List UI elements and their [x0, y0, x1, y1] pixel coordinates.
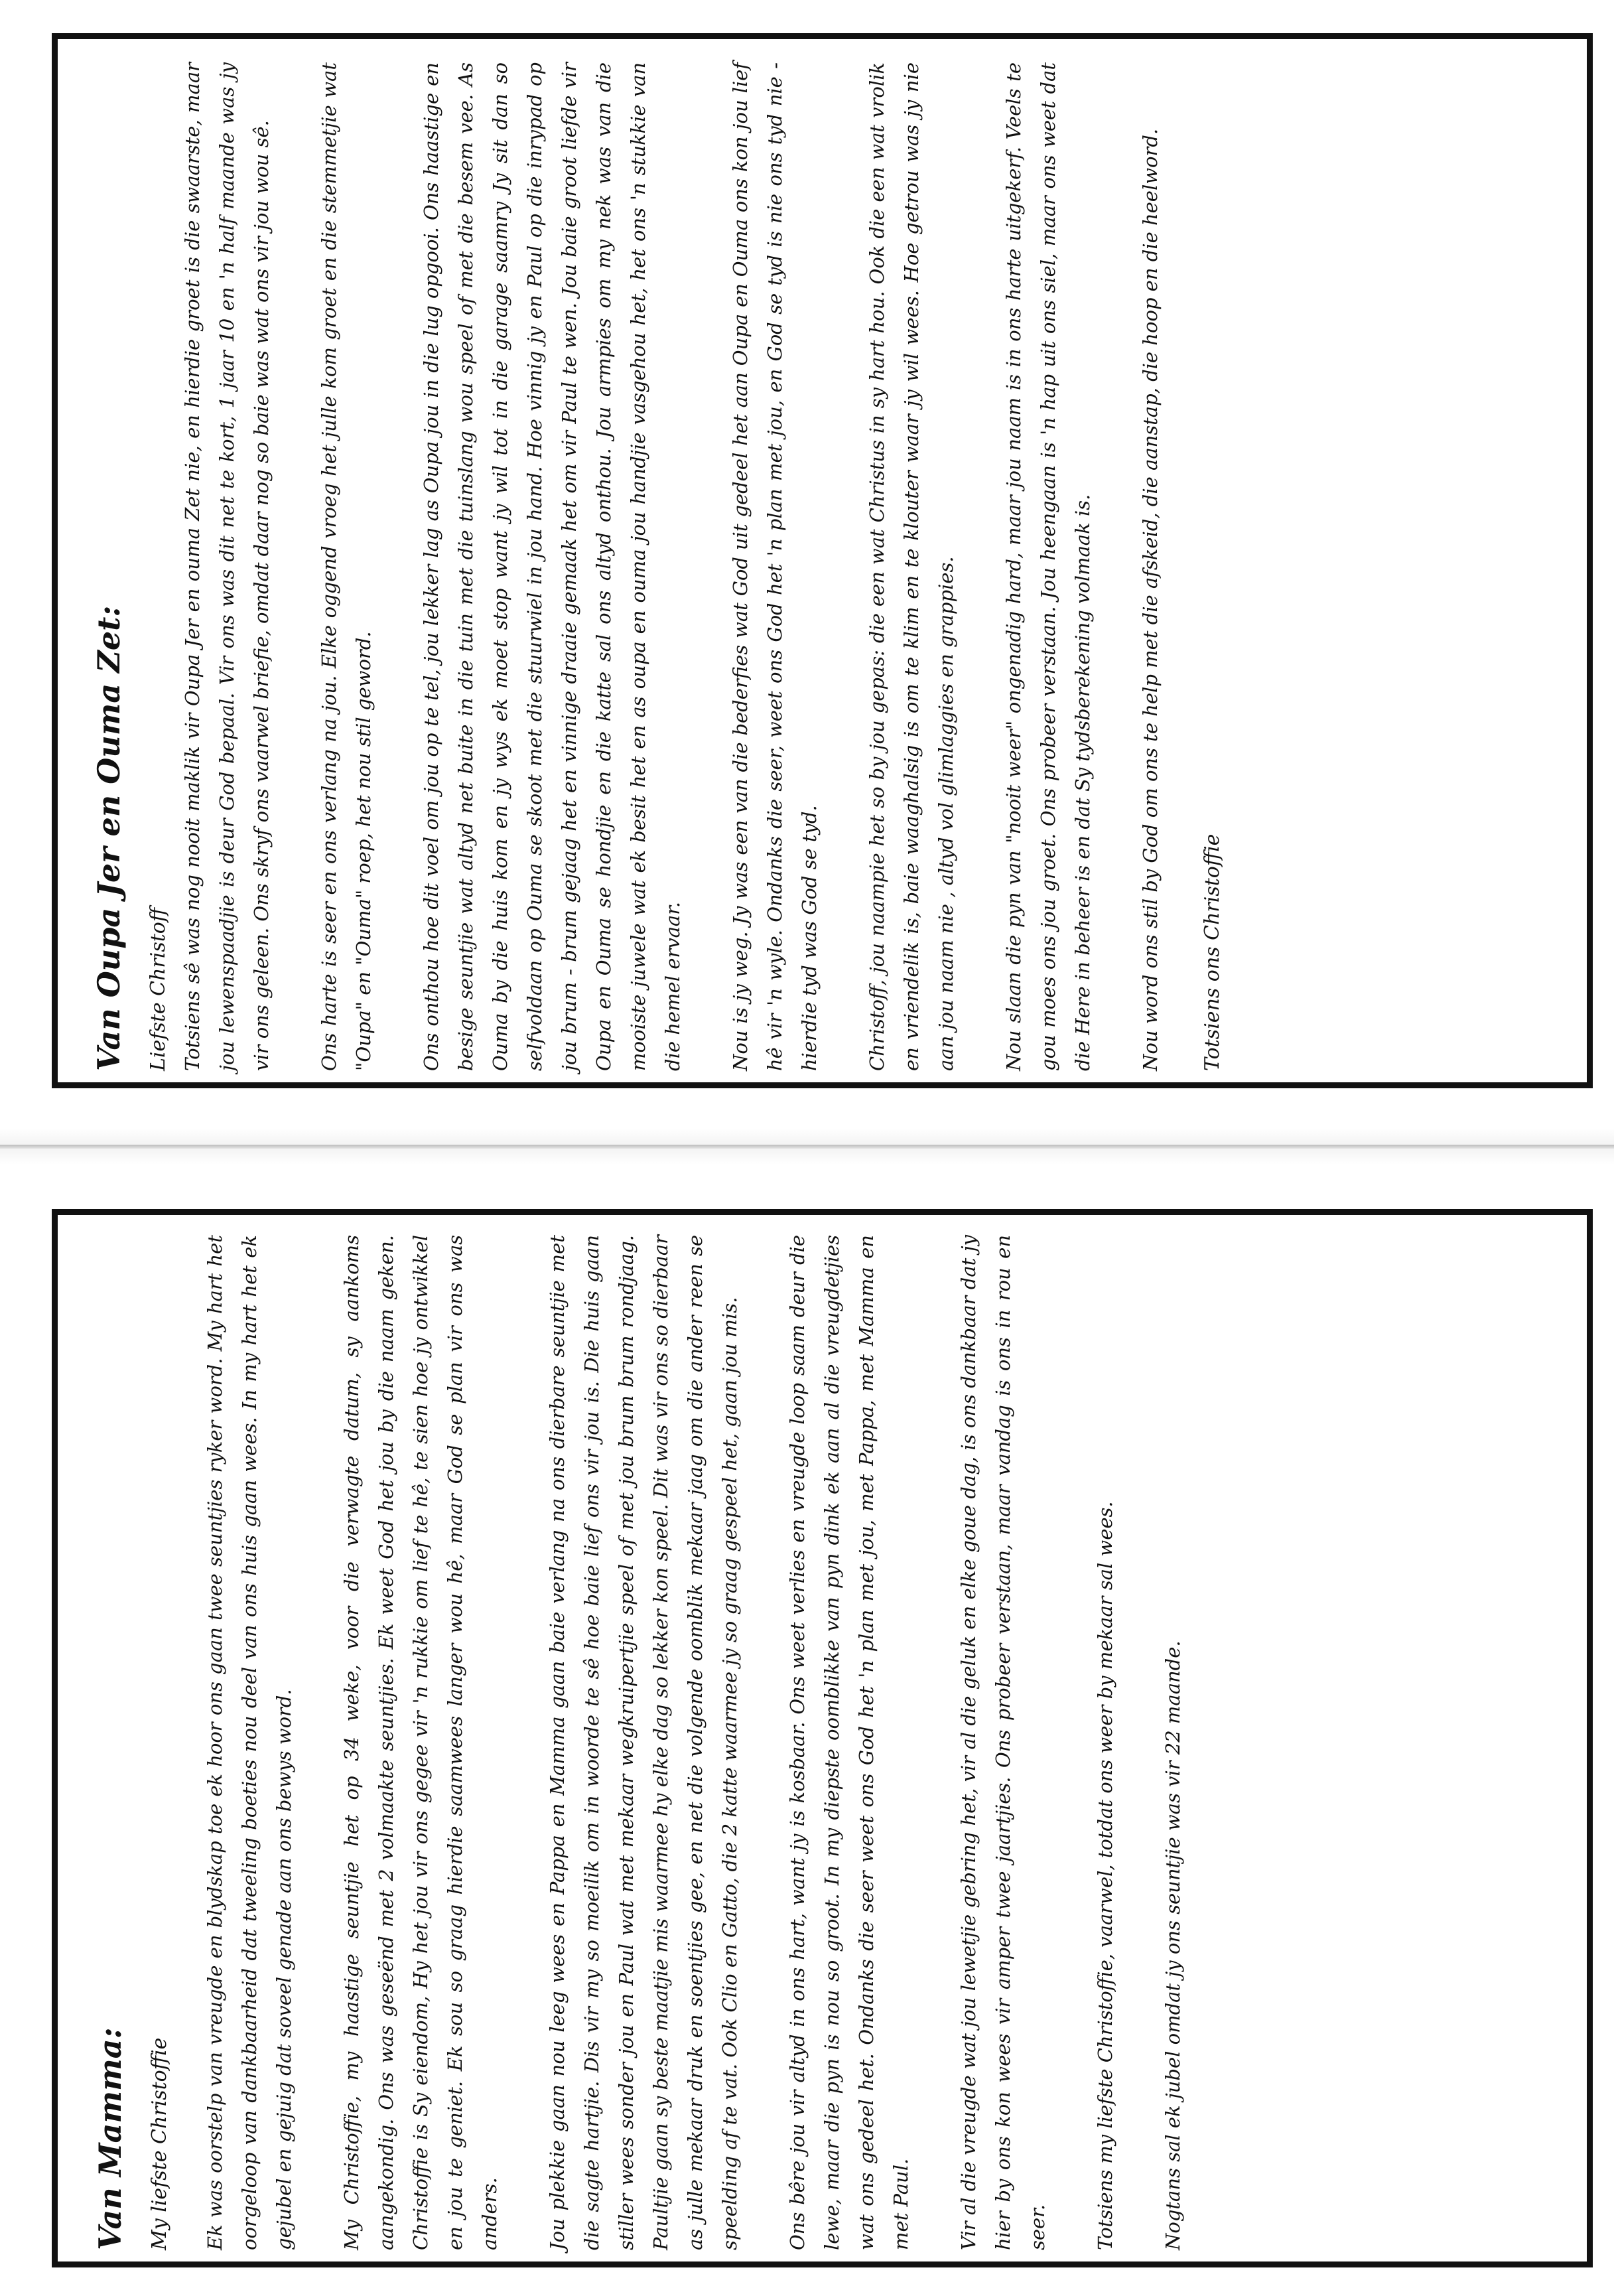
page-fold-line: [0, 1145, 1614, 1149]
letter-salutation-grandparents: Liefste Christoff: [147, 907, 170, 1071]
letter-paragraph: Jou plekkie gaan nou leeg wees en Pappa en Mamma gaan baie verlang na ons dierbare seuntjie met die sagte hartjie. Dis vir my so moeilik om in woorde te sê hoe baie lief ons vir jou is. Die huis gaan stiller wees sonder jou en Paul wat met mekaar wegkruipertjie speel of met jou brum brum rondjaag. Paultjie gaan sy beste maatjie mis waarmee hy elke dag so lekker kon speel. Dit was vir ons so dierbaar as julle mekaar druk en soentjies gee, en net die volgende oomblik mekaar jaag om die ander reen se speelding af te vat. Ook Clio en Gatto, die 2 katte waarmee jy so graag gespeel het, gaan jou mis.: [546, 1235, 741, 2250]
letter-closing-grandparents: Totsiens ons Christoffie: [1201, 833, 1224, 1071]
letter-content-mother: [92, 1235, 1565, 2250]
letter-paragraph: Christoff, jou naampie het so by jou gepas: die een wat Christus in sy hart hou. Ook die een wat vrolik en vriendelik is, baie waaghalsig is om te klim en te klouter waar jy wil wees. Hoe getrou was jy nie aan jou naam nie , altyd vol glimlaggies en grappies.: [866, 62, 957, 1071]
letter-paragraph: Nou word ons stil by God om ons te help met die afskeid, die aanstap, die hoop en die heelword.: [1139, 128, 1162, 1071]
letter-panel-mother: [52, 1209, 1593, 2267]
letter-paragraph: My Christoffie, my haastige seuntjie het op 34 weke, voor die verwagte datum, sy aankoms aangekondig. Ons was geseënd met 2 volmaakte seuntjies. Ek weet God het jou by die naam geken. Christoffie is Sy eiendom, Hy het jou vir ons gegee vir 'n rukkie om lief te hê, te sien hoe jy ontwikkel en jou te geniet. Ek sou so graag hierdie saamwees langer wou hê, maar God se plan vir ons was anders.: [340, 1235, 501, 2250]
letter-salutation-mother: My liefste Christoffie: [148, 2037, 171, 2250]
letter-paragraph: Totsiens my liefste Christoffie, vaarwel, totdat ons weer by mekaar sal wees.: [1094, 1501, 1116, 2250]
letter-paragraph: Ek was oorstelp van vreugde en blydskap toe ek hoor ons gaan twee seuntjies ryker word. My hart het oorgeloop van dankbaarheid dat tweeling boeties nou deel van ons huis gaan wees. In my hart het ek gejubel en gejuig dat soveel genade aan ons bewys word.: [204, 1235, 295, 2250]
letter-paragraph: Totsiens sê was nog nooit maklik vir Oupa Jer en ouma Zet nie, en hierdie groet is die swaarste, maar jou lewenspaadjie is deur God bepaal. Vir ons was dit net te kort, 1 jaar 10 en 'n half maande was jy vir ons geleen. Ons skryf ons vaarwel briefie, omdat daar nog so baie was wat ons vir jou wou sê.: [181, 62, 273, 1071]
letter-paragraph: Ons onthou hoe dit voel om jou op te tel, jou lekker lag as Oupa jou in die lug opgooi. Ons haastige en besige seuntjie wat altyd net buite in die tuin met die tuinslang wou speel of met die besem vee. As Ouma by die huis kom en jy wys ek moet stop want jy wil tot in die garage saamry Jy sit dan so selfvoldaan op Ouma se skoot met die stuurwiel in jou hand. Hoe vinnig jy en Paul op die inrypad op jou brum - brum gejaag het en vinnige draaie gemaak het om vir Paul te wen. Jou baie groot liefde vir Oupa en Ouma se hondjie en die katte sal ons altyd onthou. Jou armpies om my nek was van die mooiste juwele wat ek besit het en as oupa en ouma jou handjie vasgehou het, het ons 'n stukkie van die hemel ervaar.: [420, 62, 684, 1071]
letter-content-grandparents: [91, 62, 1537, 1071]
letter-paragraph: Nou slaan die pyn van "nooit weer" ongenadig hard, maar jou naam is in ons harte uitgekerf. Veels te gou moes ons jou groet. Ons probeer verstaan. Jou heengaan is 'n hap uit ons siel, maar ons weet dat die Here in beheer is en dat Sy tydsberekening volmaak is.: [1002, 62, 1094, 1071]
letter-paragraph: Ons bêre jou vir altyd in ons hart, want jy is kosbaar. Ons weet verlies en vreugde loop saam deur die lewe, maar die pyn is nou so groot. In my diepste oomblikke van pyn dink ek aan al die vreugdetjies wat ons gedeel het. Ondanks die seer weet ons God het 'n plan met jou, met Pappa, met Mamma en met Paul.: [786, 1235, 912, 2250]
letter-title-mother: Van Mamma:: [92, 2027, 128, 2250]
letter-paragraph: Ons harte is seer en ons verlang na jou. Elke oggend vroeg het julle kom groet en die stemmetjie wat "Oupa" en "Ouma" roep, het nou stil geword.: [318, 62, 375, 1071]
letter-paragraph: Nogtans sal ek jubel omdat jy ons seuntjie was vir 22 maande.: [1162, 1640, 1184, 2250]
letter-panel-grandparents: [52, 33, 1593, 1088]
letter-paragraph: Nou is jy weg. Jy was een van die bederfies wat God uit gedeel het aan Oupa en Ouma ons kon jou lief hê vir 'n wyle. Ondanks die seer, weet ons God het 'n plan met jou, en God se tyd is nie ons tyd nie - hierdie tyd was God se tyd.: [729, 62, 821, 1071]
letter-paragraph: Vir al die vreugde wat jou lewetjie gebring het, vir al die geluk en elke goue dag, is ons dankbaar dat jy hier by ons kon wees vir amper twee jaartjies. Ons probeer verstaan, maar vandag is ons in rou en seer.: [957, 1235, 1049, 2250]
letter-title-grandparents: Van Oupa Jer en Ouma Zet:: [91, 605, 127, 1071]
